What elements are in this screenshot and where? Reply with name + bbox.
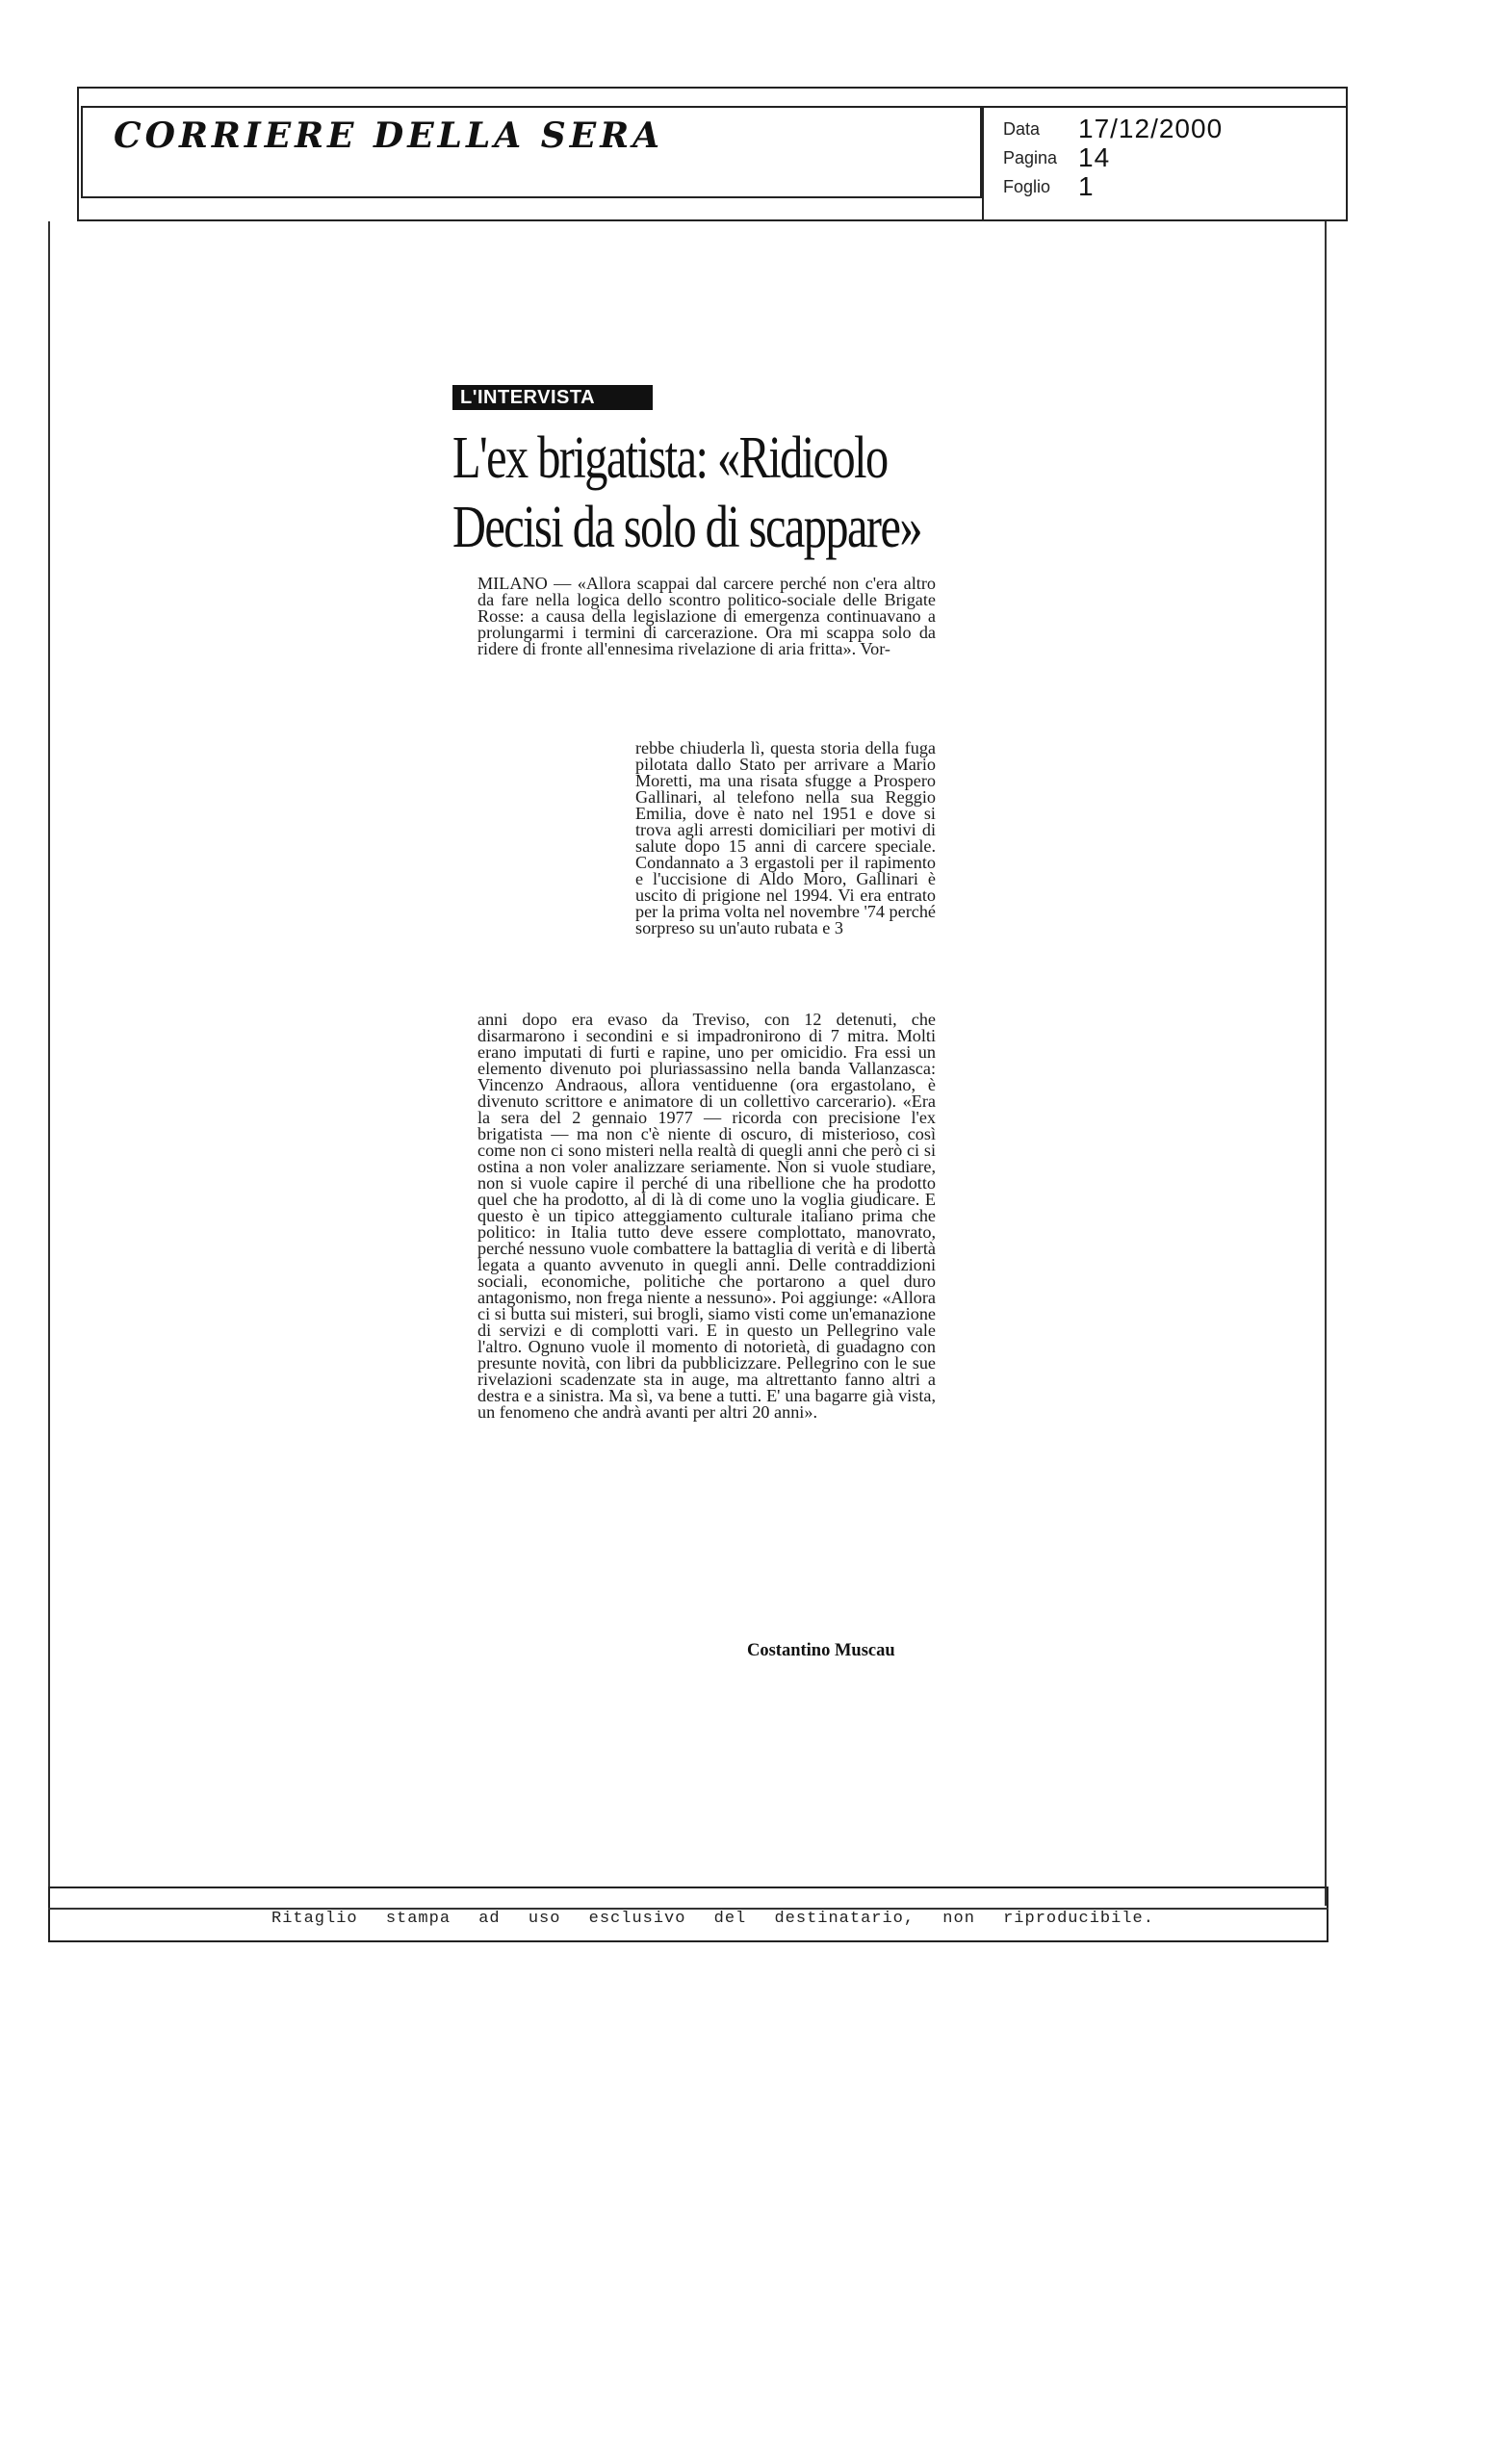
meta-date-label: Data xyxy=(1003,119,1041,139)
page-rule-right xyxy=(1325,221,1327,1906)
page-rule-left xyxy=(48,221,50,1906)
meta-sheet-value: 1 xyxy=(1078,171,1095,201)
meta-date-value: 17/12/2000 xyxy=(1078,114,1224,143)
footer-notice: Ritaglio stampa ad uso esclusivo del destinatario, non riproducibile. xyxy=(271,1910,1154,1928)
article-body-narrow: rebbe chiuderla lì, questa storia della fuga pilotata dallo Stato per arrivare a Mario Moretti, ma una risata sfugge a Prospero Gallinari, al telefono nella sua Reggio Emilia, dove è nato nel 1951 e dove si trova agli arresti domiciliari per motivi di salute dopo 15 anni di carcere speciale. Condannato a 3 ergastoli per il rapimento e l'uccisione di Aldo Moro, Gallinari è uscito di prigione nel 1994. Vi era entrato per la prima volta nel novembre '74 perché sorpreso su un'auto rubata e 3 xyxy=(635,738,936,937)
kicker-label: L'INTERVISTA xyxy=(452,385,653,410)
meta-sheet-label: Foglio xyxy=(1003,177,1051,196)
headline-line-1: L'ex brigatista: «Ridicolo xyxy=(452,425,888,491)
headline-line-2: Decisi da solo di scappare» xyxy=(452,495,921,560)
article-body-bottom: anni dopo era evaso da Treviso, con 12 detenuti, che disarmarono i secondini e si impadronirono di 7 mitra. Molti erano imputati di furti e rapine, uno per omicidio. Fra essi un elemento divenuto poi pluriassassino nella banda Vallanzasca: Vincenzo Andraous, allora ventiduenne (ora ergastolano, è divenuto scrittore e animatore di un collettivo carcerario). «Era la sera del 2 gennaio 1977 — ricorda con precisione l'ex brigatista — ma non c'è niente di oscuro, di misterioso, così come non ci sono misteri nella realtà di quegli anni che però ci si ostina a non voler analizzare seriamente. Non si vuole studiare, non si vuole capire il perché di una ribellione che ha prodotto quel che ha prodotto, al di là di come uno la voglia giudicare. E questo è un tipico atteggiamento culturale italiano prima che politico: in Italia tutto deve essere complottato, manovrato, perché nessuno vuole combattere la battaglia di verità e di libertà legata a quanto avvenuto in quegli anni. Delle contraddizioni sociali, economiche, politiche che portarono a quel duro antagonismo, non frega niente a nessuno». Poi aggiunge: «Allora ci si butta sui misteri, sui brogli, siamo visti come un'emanazione di servizi e di complotti vari. E in questo un Pellegrino vale l'altro. Ognuno vuole il momento di notorietà, di guadagno con presunte novità, con libri da pubblicizzare. Pellegrino con le sue rivelazioni scadenzate sta in auge, ma altrettanto fanno altri a destra e a sinistra. Ma sì, va bene a tutti. E' una bagarre già vista, un fenomeno che andrà avanti per altri 20 anni». xyxy=(477,1010,936,1422)
meta-page-value: 14 xyxy=(1078,142,1111,172)
masthead: CORRIERE DELLA SERA xyxy=(114,116,664,156)
meta-page-label: Pagina xyxy=(1003,148,1058,167)
byline: Costantino Muscau xyxy=(747,1641,895,1660)
headline xyxy=(452,424,921,562)
article-body-top: MILANO — «Allora scappai dal carcere perché non c'era altro da fare nella logica dello scontro politico-sociale delle Brigate Rosse: a causa della legislazione di emergenza continuavano a prolungarmi i termini di carcerazione. Ora mi scappa solo da ridere di fronte all'ennesima rivelazione di aria fritta». Vor- xyxy=(477,574,936,658)
